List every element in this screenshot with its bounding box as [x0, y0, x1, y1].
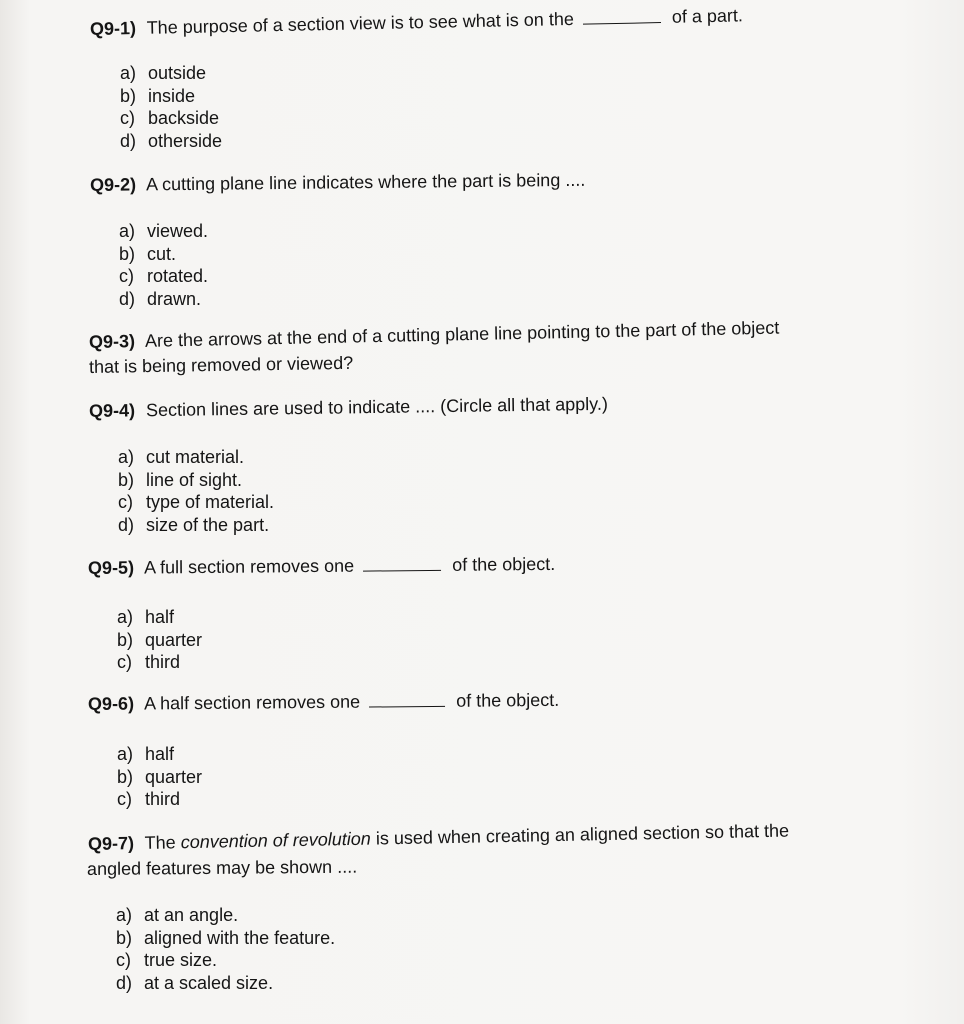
options-q9-5 [117, 606, 202, 674]
question-number: Q9-7) [87, 833, 135, 854]
options-q9-7 [116, 904, 335, 994]
option-a[interactable]: a) viewed. [119, 221, 209, 241]
option-c[interactable]: c) backside [120, 108, 220, 128]
question-q9-7 [88, 820, 789, 855]
question-text-end: of the object. [452, 553, 556, 575]
answer-blank[interactable] [369, 692, 445, 708]
question-text: A full section removes one [143, 555, 355, 578]
question-q9-4 [89, 393, 608, 422]
question-text-post: is used when creating an aligned section so that the [375, 820, 790, 849]
question-text-end: of a part. [671, 5, 744, 27]
option-a[interactable]: a) at an angle. [116, 905, 239, 925]
answer-blank[interactable] [363, 556, 441, 572]
question-text-end: of the object. [456, 689, 560, 711]
options-q9-2 [119, 220, 208, 310]
question-q9-7-line2 [87, 856, 357, 880]
question-q9-6 [88, 689, 559, 715]
option-a[interactable]: a) outside [120, 63, 207, 83]
question-number: Q9-2) [89, 174, 137, 195]
question-q9-5 [88, 553, 555, 579]
options-q9-4 [118, 446, 274, 536]
question-q9-2 [90, 169, 586, 196]
option-c[interactable]: c) type of material. [118, 492, 275, 512]
question-text: The purpose of a section view is to see what is on the [146, 8, 575, 38]
question-number: Q9-5) [87, 557, 135, 578]
options-q9-6 [117, 743, 202, 811]
question-text: A cutting plane line indicates where the part is being .... [145, 169, 586, 195]
option-b[interactable]: b) aligned with the feature. [116, 927, 336, 948]
question-number: Q9-6) [87, 693, 135, 714]
question-number: Q9-4) [88, 400, 136, 421]
question-text: A half section removes one [143, 691, 361, 714]
option-a[interactable]: a) half [117, 607, 175, 627]
option-d[interactable]: d) drawn. [119, 288, 202, 309]
options-q9-1 [120, 62, 222, 152]
option-b[interactable]: b) quarter [117, 629, 203, 650]
option-b[interactable]: b) line of sight. [118, 469, 243, 490]
question-q9-1 [90, 4, 743, 40]
question-number: Q9-3) [88, 331, 136, 352]
option-d[interactable]: d) at a scaled size. [116, 972, 274, 993]
option-a[interactable]: a) half [117, 744, 175, 764]
question-text-pre: The [144, 832, 176, 853]
option-c[interactable]: c) third [117, 652, 181, 672]
option-c[interactable]: c) rotated. [119, 266, 209, 286]
question-text: Are the arrows at the end of a cutting plane line pointing to the part of the object [144, 317, 780, 351]
option-c[interactable]: c) third [117, 789, 181, 809]
question-text-continued: angled features may be shown .... [86, 856, 358, 879]
question-term-italic: convention of revolution [180, 828, 372, 853]
option-b[interactable]: b) quarter [117, 766, 203, 787]
option-d[interactable]: d) otherside [120, 130, 223, 151]
option-d[interactable]: d) size of the part. [118, 514, 270, 535]
option-b[interactable]: b) inside [120, 85, 196, 106]
question-text-continued: that is being removed or viewed? [88, 352, 354, 377]
question-number: Q9-1) [89, 18, 137, 39]
option-b[interactable]: b) cut. [119, 243, 177, 264]
option-c[interactable]: c) true size. [116, 950, 218, 970]
question-q9-3 [89, 317, 780, 353]
answer-blank[interactable] [583, 8, 661, 25]
question-text: Section lines are used to indicate .... (Circle all that apply.) [145, 393, 609, 421]
question-q9-3-line2 [89, 352, 353, 378]
option-a[interactable]: a) cut material. [118, 447, 245, 467]
